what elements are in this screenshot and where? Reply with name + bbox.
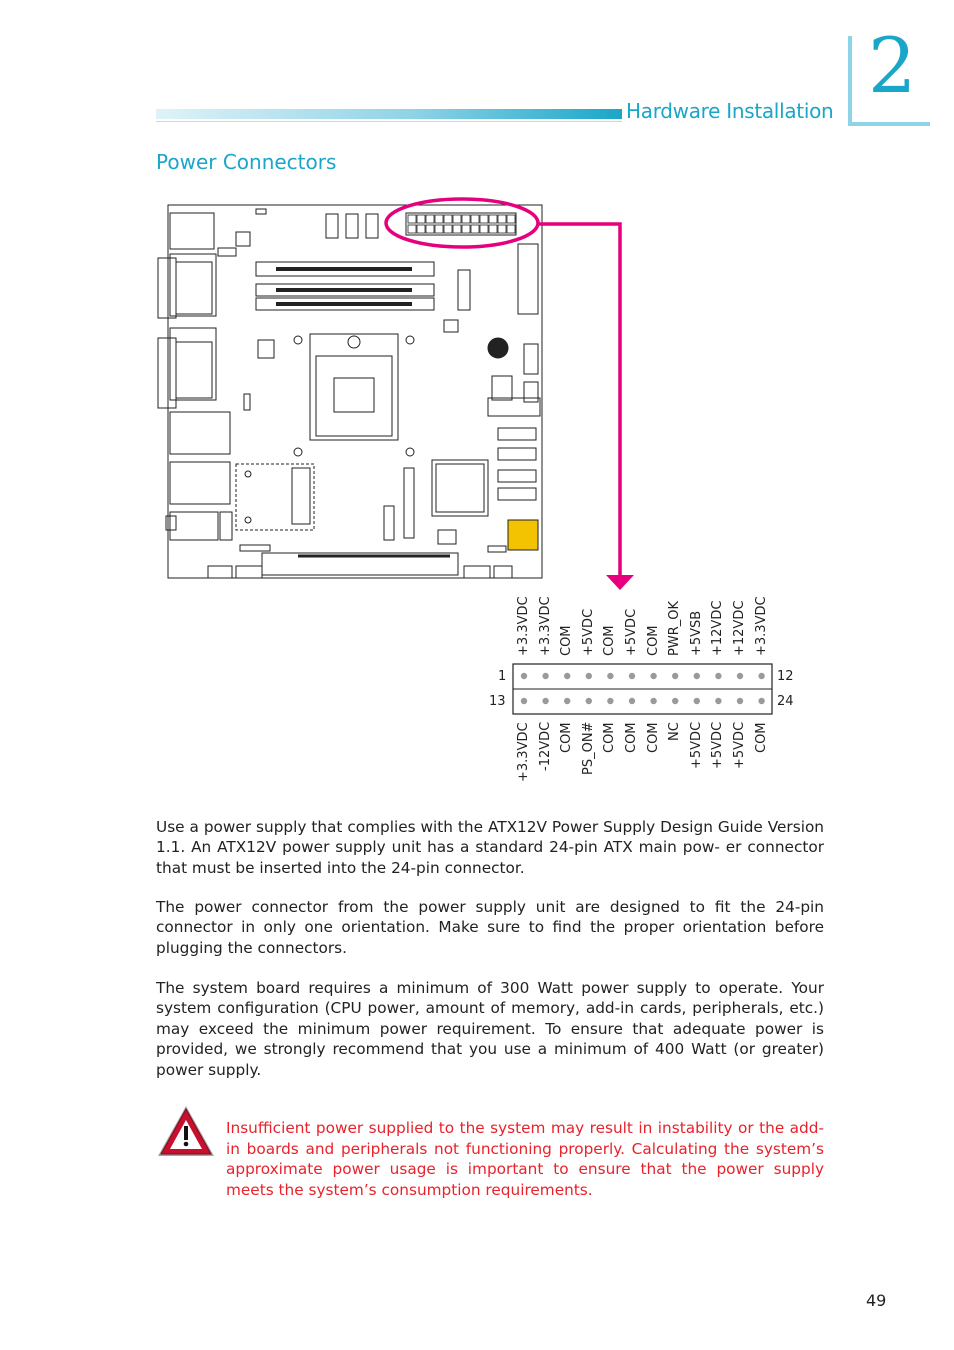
callout-line (538, 224, 620, 578)
warning-icon (156, 1104, 216, 1158)
top-pin-label: +3.3VDC (753, 596, 769, 656)
bottom-pin-label: PS_ON# (580, 721, 596, 775)
bottom-pin-label: NC (667, 722, 683, 741)
connector-pin (715, 698, 721, 704)
connector-pin (542, 673, 548, 679)
connector-pin (607, 673, 613, 679)
top-pin-label: +5VDC (624, 608, 639, 656)
connector-pin (542, 698, 548, 704)
pin-12-label: 12 (777, 669, 794, 684)
connector-pin (758, 673, 764, 679)
motherboard-illustration (158, 205, 542, 578)
top-pin-label: +3.3VDC (537, 596, 553, 656)
callout-arrowhead (606, 575, 634, 590)
connector-pin (629, 673, 635, 679)
connector-pin (521, 698, 527, 704)
connector-pin (521, 673, 527, 679)
bottom-pin-label: +5VDC (688, 721, 704, 769)
top-pin-label: +12VDC (710, 600, 726, 656)
bottom-pin-label: COM (753, 722, 769, 753)
pin-24-label: 24 (777, 694, 794, 709)
highlight-callout (386, 199, 620, 578)
pin-1-label: 1 (498, 669, 507, 684)
bottom-pin-label: COM (559, 722, 575, 753)
bottom-pin-label: -12VDC (537, 721, 553, 771)
connector-pin (715, 673, 721, 679)
bottom-pin-label: COM (624, 722, 639, 753)
bottom-pin-label: +3.3VDC (516, 722, 531, 782)
connector-pin (564, 673, 570, 679)
section-title: Power Connectors (156, 150, 337, 174)
top-pin-label: COM (559, 625, 575, 656)
pin-13-label: 13 (489, 694, 506, 709)
connector-pin (672, 673, 678, 679)
connector-pin (758, 698, 764, 704)
board-atx-pins (408, 215, 515, 233)
paragraph-3: The system board requires a minimum of 300 Watt power supply to operate. Your system configuration (CPU power, amount of memory, add-in cards, peripherals, etc.) may exceed the minimum power requirement. To ensure that adequate power is provided, we strongly recommend that you use a minimum of 400 Watt (or greater) power supply. (156, 979, 824, 1079)
paragraph-1: Use a power supply that complies with the ATX12V Power Supply Design Guide Version 1.1. An ATX12V power supply unit has a standard 24-pin ATX main pow- er connector that must be inserted into the 24-pin connector. (156, 818, 824, 877)
paragraph-2: The power connector from the power supply unit are designed to fit the 24-pin connector in only one orientation. Make sure to find the proper orientation before plugging the connectors. (156, 898, 824, 957)
top-pin-label: PWR_OK (667, 601, 683, 656)
bottom-pin-label: +5VDC (710, 721, 726, 769)
bottom-pin-label: COM (602, 722, 618, 753)
connector-pin (586, 673, 592, 679)
page-number: 49 (866, 1291, 887, 1310)
connector-pin (650, 673, 656, 679)
top-pin-label: +3.3VDC (516, 596, 531, 656)
top-pin-label: COM (645, 625, 661, 656)
connector-pin (694, 698, 700, 704)
connector-pin (672, 698, 678, 704)
connector-pin (737, 698, 743, 704)
connector-pin (629, 698, 635, 704)
bottom-pin-label: COM (645, 722, 661, 753)
connector-pin (607, 698, 613, 704)
connector-pin (694, 673, 700, 679)
bottom-pin-label: +5VDC (732, 721, 747, 769)
top-pin-label: +5VDC (580, 608, 596, 656)
chapter-number: 2 (868, 21, 917, 110)
top-pin-label: +5VSB (688, 610, 704, 656)
warning-text: Insufficient power supplied to the system may result in instability or the add-in boards and peripherals not functioning properly. Calculating the system’s approximate power usage is important to ensure that the power supply meets the system’s consumption requirements. (226, 1119, 824, 1199)
connector-pin (737, 673, 743, 679)
atx-connector-enlarged (513, 664, 772, 714)
top-pin-label: +12VDC (732, 600, 747, 656)
connector-pin (650, 698, 656, 704)
chapter-title: Hardware Installation (626, 99, 834, 123)
connector-pin (586, 698, 592, 704)
connector-pin (564, 698, 570, 704)
top-pin-label: COM (602, 625, 618, 656)
